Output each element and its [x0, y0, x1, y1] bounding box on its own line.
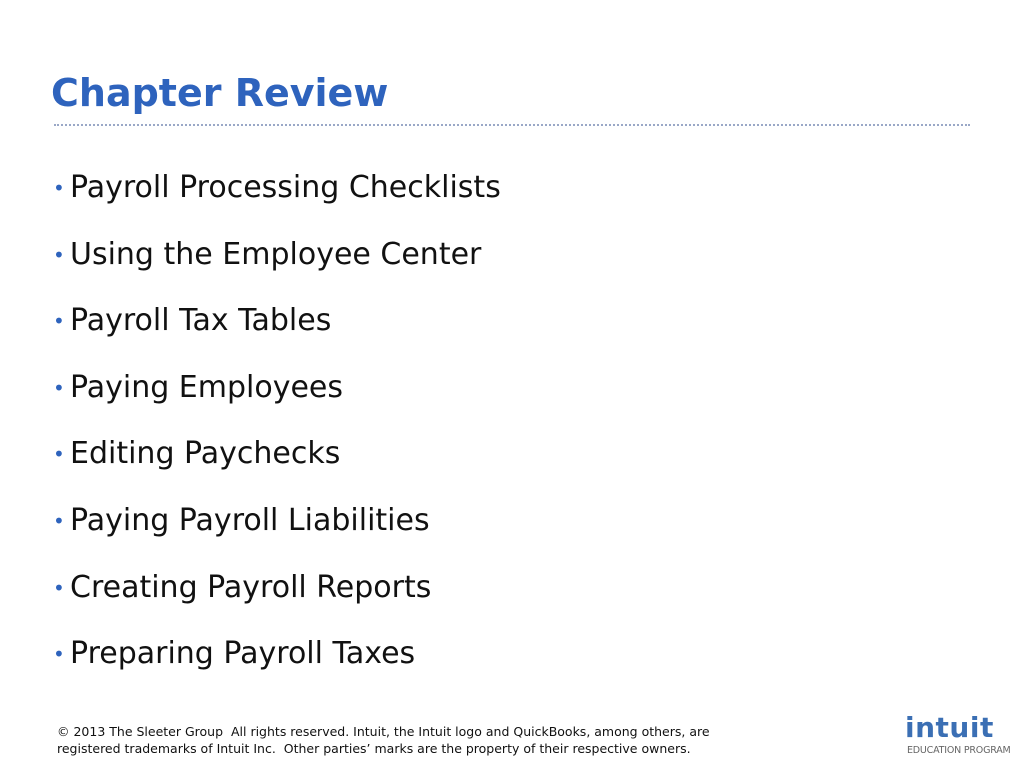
bullet-icon: •: [53, 375, 65, 400]
title-divider: [54, 124, 970, 126]
copyright-line-1: © 2013 The Sleeter Group All rights reserved. Intuit, the Intuit logo and QuickBooks, among others, are: [57, 724, 710, 739]
list-item: [53, 233, 501, 300]
list-item: [53, 632, 501, 699]
list-item: [53, 166, 501, 233]
page-title: Chapter Review: [51, 71, 389, 115]
list-item: [53, 499, 501, 566]
bullet-text: Paying Payroll Liabilities: [70, 502, 430, 538]
list-item: [53, 566, 501, 633]
bullet-text: Editing Paychecks: [70, 436, 341, 472]
bullet-list: [53, 166, 501, 699]
bullet-icon: •: [53, 242, 65, 267]
bullet-text: Preparing Payroll Taxes: [70, 636, 416, 672]
bullet-icon: •: [53, 442, 65, 467]
bullet-icon: •: [53, 642, 65, 667]
bullet-icon: •: [53, 575, 65, 600]
bullet-text: Creating Payroll Reports: [70, 569, 432, 605]
logo-wordmark: intuit: [905, 711, 994, 744]
bullet-text: Payroll Processing Checklists: [70, 170, 501, 205]
bullet-icon: •: [53, 176, 65, 200]
intuit-logo: [905, 712, 1011, 760]
list-item: [53, 432, 501, 499]
list-item: [53, 299, 501, 366]
logo-subtitle: EDUCATION PROGRAM: [907, 745, 1011, 756]
copyright-footer: [57, 723, 857, 757]
bullet-icon: •: [53, 309, 65, 334]
bullet-text: Paying Employees: [70, 369, 344, 405]
bullet-text: Using the Employee Center: [70, 236, 482, 272]
list-item: [53, 366, 501, 433]
bullet-icon: •: [53, 508, 65, 533]
bullet-text: Payroll Tax Tables: [70, 303, 332, 339]
copyright-line-2: registered trademarks of Intuit Inc. Other parties’ marks are the property of their respective owners.: [57, 741, 691, 756]
